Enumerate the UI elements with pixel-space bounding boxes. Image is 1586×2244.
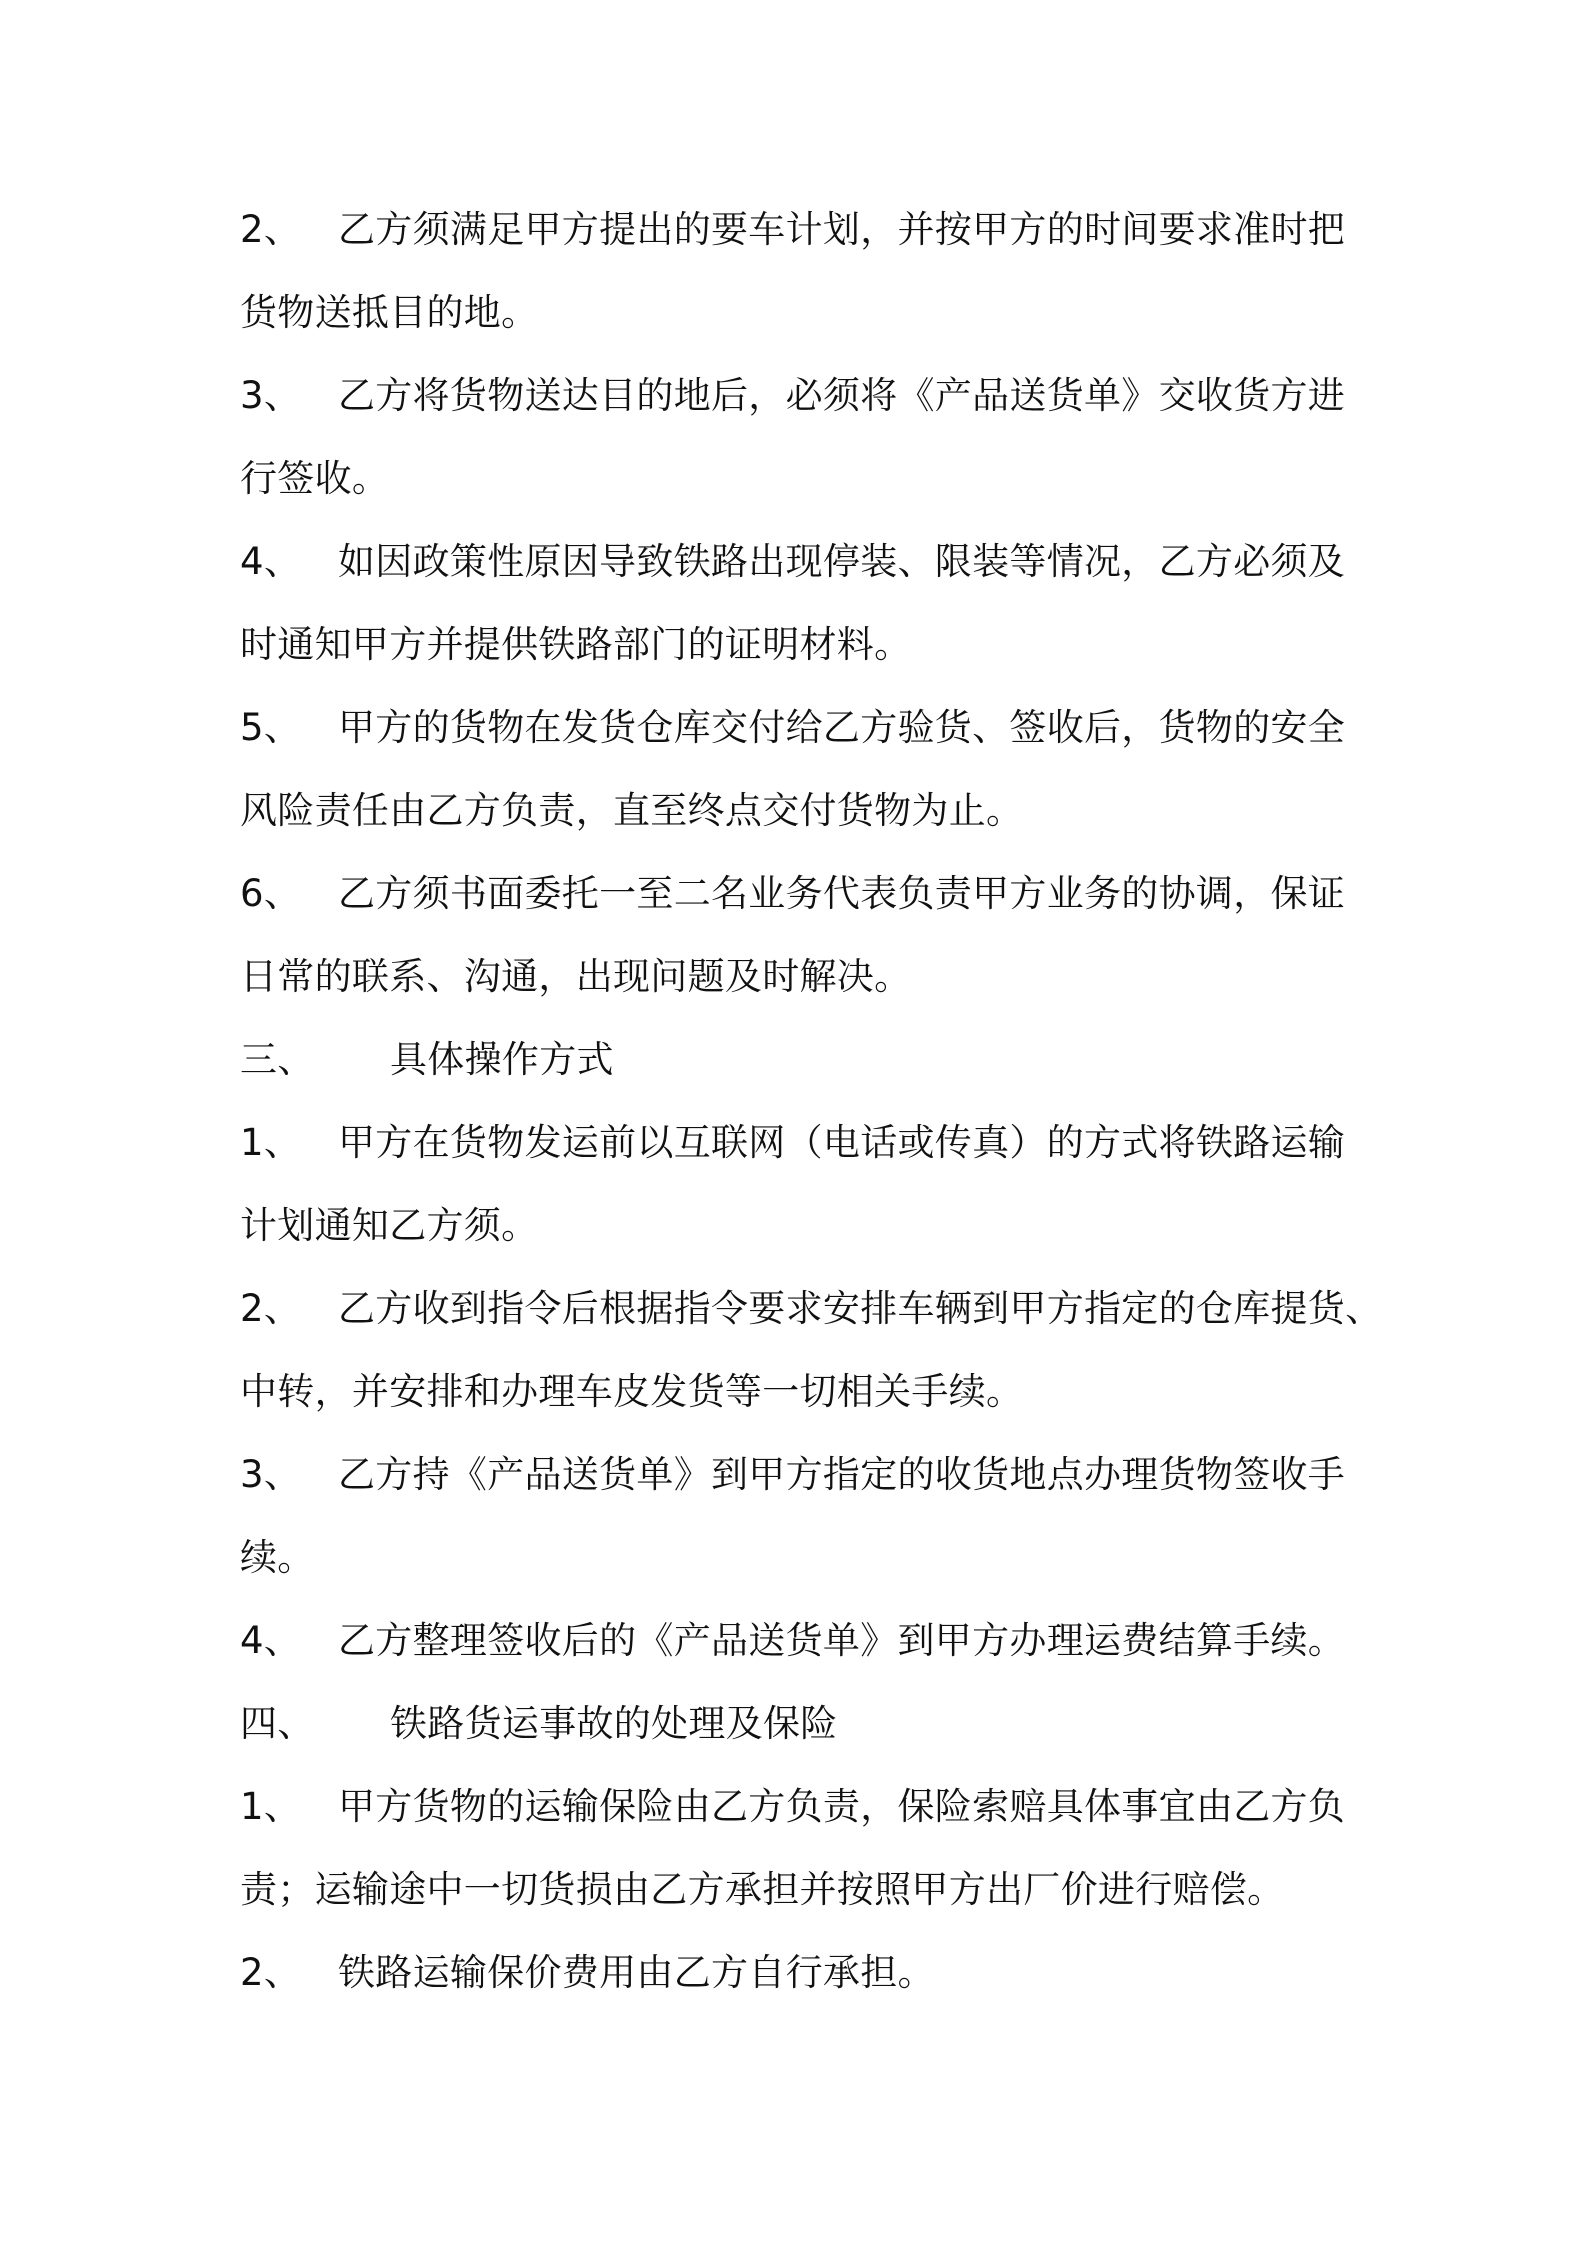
clause-number: 4、 [240, 540, 302, 583]
section-title: 铁路货运事故的处理及保险 [390, 1702, 838, 1745]
clause-text: 货物送抵目的地。 [240, 291, 539, 334]
ins-clause-1-line-2 [240, 1860, 1284, 1920]
clause-text: 风险责任由乙方负责，直至终点交付货物为止。 [240, 789, 1024, 832]
clause-text: 责；运输途中一切货损由乙方承担并按照甲方出厂价进行赔偿。 [240, 1868, 1285, 1911]
op-clause-1-line-2 [240, 1196, 538, 1256]
section-title: 具体操作方式 [390, 1038, 614, 1081]
op-clause-3-line-2 [240, 1528, 315, 1588]
ins-clause-2-line-1 [240, 1943, 935, 2003]
clause-number: 3、 [240, 1453, 302, 1496]
clause-text: 铁路运输保价费用由乙方自行承担。 [338, 1951, 935, 1994]
clause-text: 乙方须满足甲方提出的要车计划，并按甲方的时间要求准时把 [338, 208, 1346, 251]
clause-text: 乙方持《产品送货单》到甲方指定的收货地点办理货物签收手 [338, 1453, 1346, 1496]
clause-4-line-2 [240, 615, 911, 675]
clause-text: 时通知甲方并提供铁路部门的证明材料。 [240, 623, 912, 666]
clause-number: 2、 [240, 1951, 302, 1994]
clause-2-line-1 [240, 200, 1345, 260]
ins-clause-1-line-1 [240, 1777, 1345, 1837]
clause-number: 1、 [240, 1785, 302, 1828]
clause-2-line-2 [240, 283, 538, 343]
clause-text: 行签收。 [240, 457, 390, 500]
clause-4-line-1 [240, 532, 1345, 592]
clause-text: 甲方货物的运输保险由乙方负责，保险索赔具体事宜由乙方负 [338, 1785, 1346, 1828]
clause-text: 甲方在货物发运前以互联网（电话或传真）的方式将铁路运输 [338, 1121, 1346, 1164]
clause-6-line-1 [240, 864, 1345, 924]
clause-text: 如因政策性原因导致铁路出现停装、限装等情况，乙方必须及 [338, 540, 1346, 583]
clause-number: 3、 [240, 374, 302, 417]
section-4-heading [240, 1694, 838, 1754]
clause-text: 乙方须书面委托一至二名业务代表负责甲方业务的协调，保证 [338, 872, 1346, 915]
clause-text: 中转，并安排和办理车皮发货等一切相关手续。 [240, 1370, 1024, 1413]
clause-5-line-1 [240, 698, 1345, 758]
clause-text: 乙方将货物送达目的地后，必须将《产品送货单》交收货方进 [338, 374, 1346, 417]
clause-number: 1、 [240, 1121, 302, 1164]
clause-text: 计划通知乙方须。 [240, 1204, 539, 1247]
op-clause-1-line-1 [240, 1113, 1345, 1173]
clause-5-line-2 [240, 781, 1023, 841]
clause-number: 4、 [240, 1619, 302, 1662]
op-clause-2-line-2 [240, 1362, 1023, 1422]
clause-number: 6、 [240, 872, 302, 915]
clause-number: 2、 [240, 208, 302, 251]
clause-number: 5、 [240, 706, 302, 749]
section-number: 三、 [240, 1038, 315, 1081]
clause-3-line-1 [240, 366, 1345, 426]
section-number: 四、 [240, 1702, 315, 1745]
clause-text: 续。 [240, 1536, 315, 1579]
clause-number: 2、 [240, 1287, 302, 1330]
op-clause-4-line-1 [240, 1611, 1345, 1671]
op-clause-3-line-1 [240, 1445, 1345, 1505]
clause-text: 甲方的货物在发货仓库交付给乙方验货、签收后，货物的安全 [338, 706, 1346, 749]
section-3-heading [240, 1030, 614, 1090]
clause-3-line-2 [240, 449, 389, 509]
clause-text: 乙方收到指令后根据指令要求安排车辆到甲方指定的仓库提货、 [338, 1287, 1383, 1330]
clause-6-line-2 [240, 947, 911, 1007]
clause-text: 日常的联系、沟通，出现问题及时解决。 [240, 955, 912, 998]
op-clause-2-line-1 [240, 1279, 1382, 1339]
clause-text: 乙方整理签收后的《产品送货单》到甲方办理运费结算手续。 [338, 1619, 1346, 1662]
